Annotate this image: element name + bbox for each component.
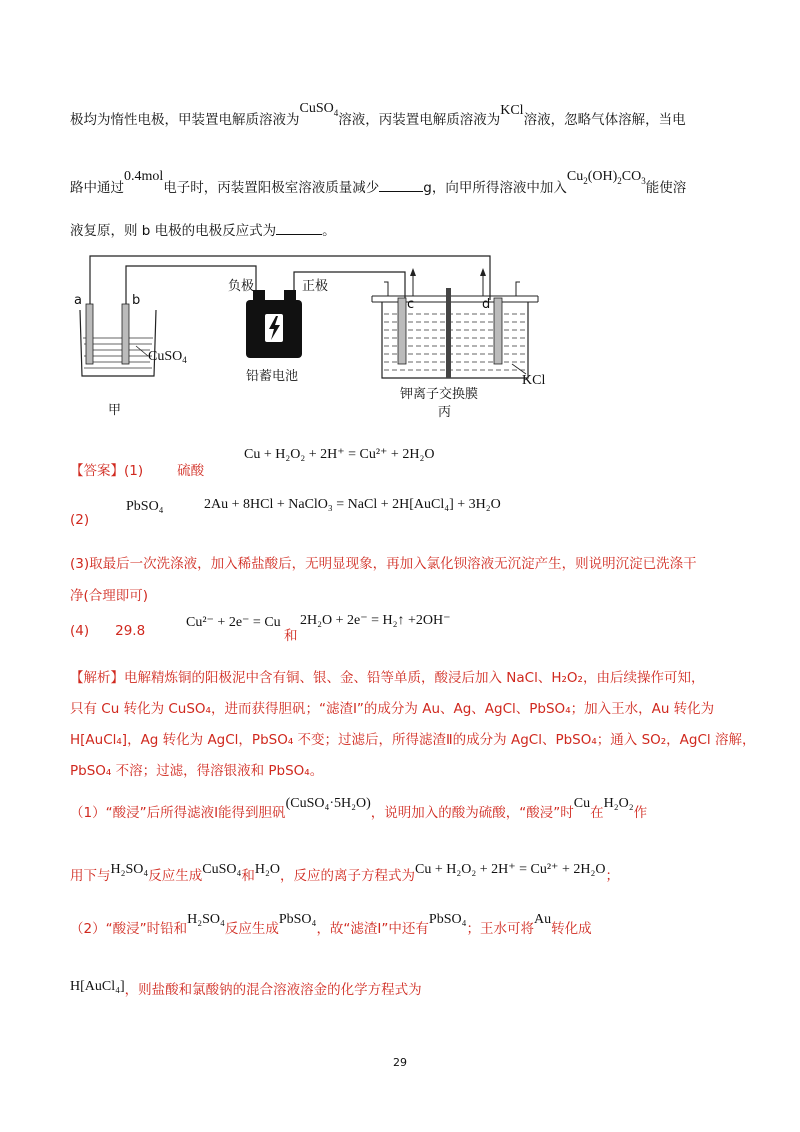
label-jia: 甲 xyxy=(108,403,122,418)
electrolysis-diagram xyxy=(70,252,590,432)
label-a: a xyxy=(74,293,82,308)
electrode-c xyxy=(398,298,406,364)
answer-2-num: (2) xyxy=(70,512,90,528)
label-c: c xyxy=(407,297,415,312)
electrode-b xyxy=(122,304,129,364)
question-line-1: 极均为惰性电极，甲装置电解质溶液为CuSO$_4$溶液，丙装置电解质溶液为KCl溶液，忽略气体溶解，当电 xyxy=(70,101,686,128)
ion-exchange-membrane xyxy=(446,288,451,378)
formula-cuso4: CuSO$_4$ xyxy=(299,101,339,118)
answer-2-equation: 2Au + 8HCl + NaClO₃ = NaCl + 2H[AuCl₄] + 3H₂O xyxy=(204,497,501,512)
question-line-2: 路中通过0.4mol电子时，丙装置阳极室溶液质量减少 g，向甲所得溶液中加入$Cu_2(OH)_2CO_3$能使溶 xyxy=(70,169,687,196)
label-battery: 铅蓄电池 xyxy=(246,369,299,384)
amount-0-4mol: 0.4mol xyxy=(124,169,164,184)
answer-blank-2[interactable] xyxy=(276,222,322,235)
label-bing: 丙 xyxy=(438,405,452,420)
analysis-line-4: PbSO₄ 不溶；过滤，得溶银液和 PbSO₄。 xyxy=(70,763,324,779)
answer-line-1: 【答案】(1) 硫酸 xyxy=(70,463,205,479)
page-number: 29 xyxy=(393,1056,407,1069)
label-kcl: KCl xyxy=(522,373,546,388)
analysis-q2-line-1: （2）“酸浸”时铅和H₂SO₄反应生成PbSO₄，故“滤渣Ⅰ”中还有PbSO₄；王水可将Au转化成 xyxy=(70,912,592,937)
answer-2-formula: PbSO₄ xyxy=(126,499,164,514)
label-cuso4: CuSO$_4$ xyxy=(148,349,187,365)
answer-4-equation-2: 2H₂O + 2e⁻ = H₂↑ +2OH⁻ xyxy=(300,613,451,628)
answer-blank-1[interactable] xyxy=(379,179,423,192)
question-line-3: 液复原，则 b 电极的电极反应式为 。 xyxy=(70,223,336,239)
answer-3-line-1: (3)取最后一次洗涤液，加入稀盐酸后，无明显现象，再加入氯化钡溶液无沉淀产生，则说明沉淀已洗涤干 xyxy=(70,556,697,572)
analysis-heading: 【解析】 xyxy=(70,670,124,686)
answer-4: (4) 29.8 xyxy=(70,623,146,639)
label-negative: 负极 xyxy=(228,279,255,294)
electrode-a xyxy=(86,304,93,364)
answer-3-line-2: 净(合理即可) xyxy=(70,588,149,604)
analysis-q2-line-2: H[AuCl₄]，则盐酸和氯酸钠的混合溶液溶金的化学方程式为 xyxy=(70,979,422,998)
answer-4-and: 和 xyxy=(284,628,298,644)
label-positive: 正极 xyxy=(302,279,329,294)
electrode-d xyxy=(494,298,502,364)
formula-basic-copper-carbonate: $Cu_2(OH)_2CO_3$ xyxy=(566,169,646,186)
label-b: b xyxy=(132,293,141,308)
answer-1-equation: Cu + H₂O₂ + 2H⁺ = Cu²⁺ + 2H₂O xyxy=(244,447,435,462)
label-d: d xyxy=(482,297,491,312)
analysis-q1-line-2: 用下与H₂SO₄反应生成CuSO₄和H₂O，反应的离子方程式为Cu + H₂O₂ + 2H⁺ = Cu²⁺ + 2H₂O； xyxy=(70,862,619,884)
answer-heading: 【答案】 xyxy=(70,463,124,479)
label-membrane: 钾离子交换膜 xyxy=(400,387,479,402)
answer-4-equation-1: Cu²⁻ + 2e⁻ = Cu xyxy=(186,615,281,630)
analysis-q1-line-1: （1）“酸浸”后所得滤液Ⅰ能得到胆矾(CuSO₄·5H₂O)，说明加入的酸为硫酸，“酸浸”时Cu在H₂O₂作 xyxy=(70,796,648,821)
formula-kcl: KCl xyxy=(500,103,524,118)
analysis-line-1: 【解析】电解精炼铜的阳极泥中含有铜、银、金、铅等单质，酸浸后加入 NaCl、H₂O₂，由后续操作可知， xyxy=(70,670,705,686)
analysis-line-2: 只有 Cu 转化为 CuSO₄，进而获得胆矾；“滤渣Ⅰ”的成分为 Au、Ag、AgCl、PbSO₄；加入王水，Au 转化为 xyxy=(70,701,715,717)
analysis-line-3: H[AuCl₄]，Ag 转化为 AgCl，PbSO₄ 不变；过滤后，所得滤渣Ⅱ的成分为 AgCl、PbSO₄；通入 SO₂，AgCl 溶解， xyxy=(70,732,756,748)
